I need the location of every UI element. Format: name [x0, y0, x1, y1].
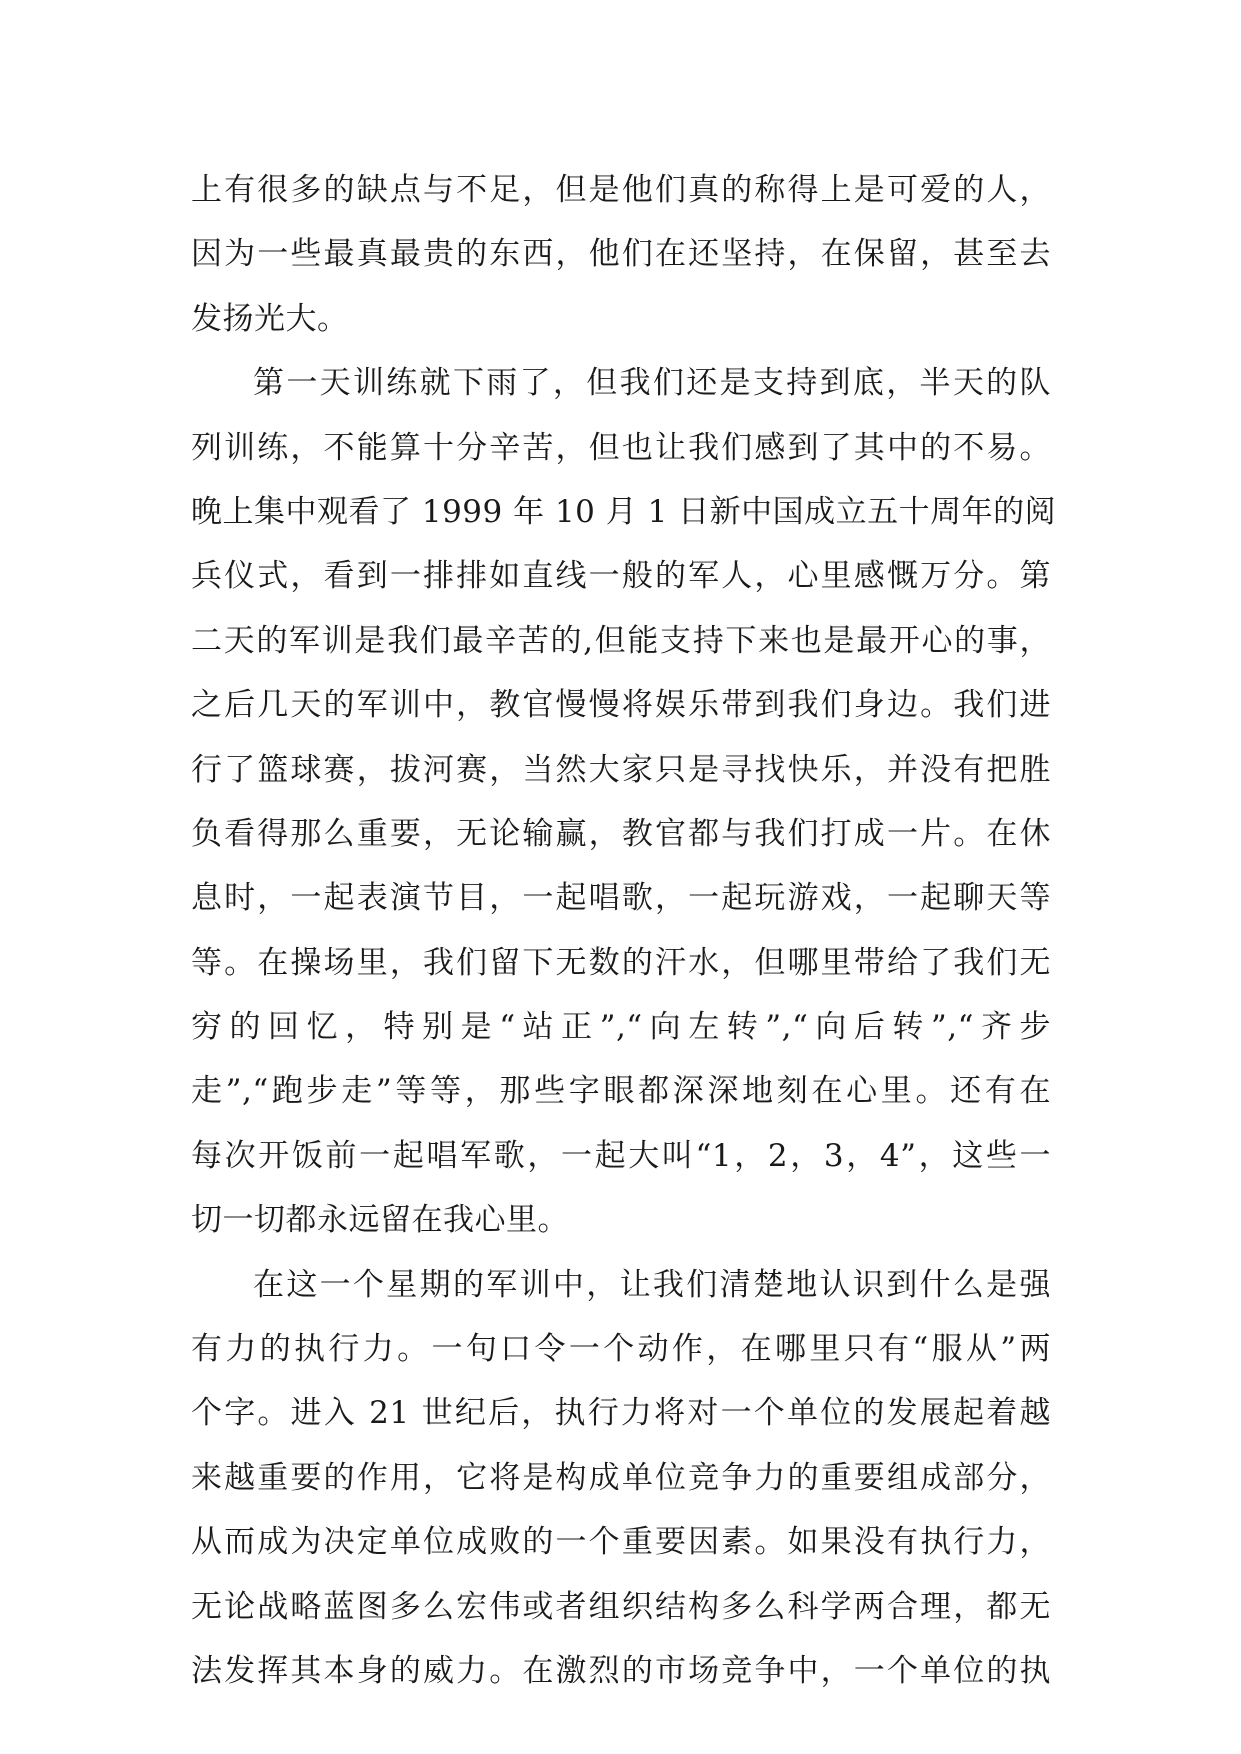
text-line: 负看得那么重要，无论输赢，教官都与我们打成一片。在休: [191, 815, 1051, 852]
text-line: 切一切都永远留在我心里。: [191, 1202, 569, 1239]
text-line: 走”,“跑步走”等等，那些字眼都深深地刻在心里。还有在: [191, 1073, 1051, 1110]
text-line: 上有很多的缺点与不足，但是他们真的称得上是可爱的人，: [191, 172, 1051, 208]
text-line: 来越重要的作用，它将是构成单位竞争力的重要组成部分，: [191, 1459, 1051, 1496]
text-line: 个字。进入 21 世纪后，执行力将对一个单位的发展起着越: [191, 1395, 1051, 1432]
text-line: 从而成为决定单位成败的一个重要因素。如果没有执行力，: [191, 1524, 1051, 1561]
body-text: [191, 158, 1057, 1703]
text-line: 之后几天的军训中，教官慢慢将娱乐带到我们身边。我们进: [191, 687, 1051, 724]
text-line: 息时，一起表演节目，一起唱歌，一起玩游戏，一起聊天等: [191, 880, 1051, 917]
text-line: 兵仪式，看到一排排如直线一般的军人，心里感慨万分。第: [191, 558, 1051, 595]
text-line: 有力的执行力。一句口令一个动作，在哪里只有“服从”两: [191, 1331, 1051, 1368]
text-line: 法发挥其本身的威力。在激烈的市场竞争中，一个单位的执: [191, 1652, 1051, 1689]
text-line: 晚上集中观看了 1999 年 10 月 1 日新中国成立五十周年的阅: [191, 493, 1057, 530]
text-line: 列训练，不能算十分辛苦，但也让我们感到了其中的不易。: [191, 429, 1051, 466]
text-line: 无论战略蓝图多么宏伟或者组织结构多么科学两合理，都无: [191, 1588, 1051, 1625]
text-line: 发扬光大。: [191, 300, 349, 337]
text-line: 第一天训练就下雨了，但我们还是支持到底，半天的队: [253, 365, 1051, 402]
text-line: 每次开饭前一起唱军歌，一起大叫“1，2，3，4”，这些一: [191, 1137, 1051, 1174]
text-line: 因为一些最真最贵的东西，他们在还坚持，在保留，甚至去: [191, 236, 1051, 273]
text-line: 等。在操场里，我们留下无数的汗水，但哪里带给了我们无: [191, 944, 1051, 981]
text-line: 二天的军训是我们最辛苦的,但能支持下来也是最开心的事，: [191, 622, 1051, 659]
text-line: 穷的回忆，特别是“站正”,“向左转”,“向后转”,“齐步: [191, 1009, 1051, 1046]
text-line: 行了篮球赛，拔河赛，当然大家只是寻找快乐，并没有把胜: [191, 751, 1051, 788]
text-line: 在这一个星期的军训中，让我们清楚地认识到什么是强: [253, 1266, 1051, 1303]
